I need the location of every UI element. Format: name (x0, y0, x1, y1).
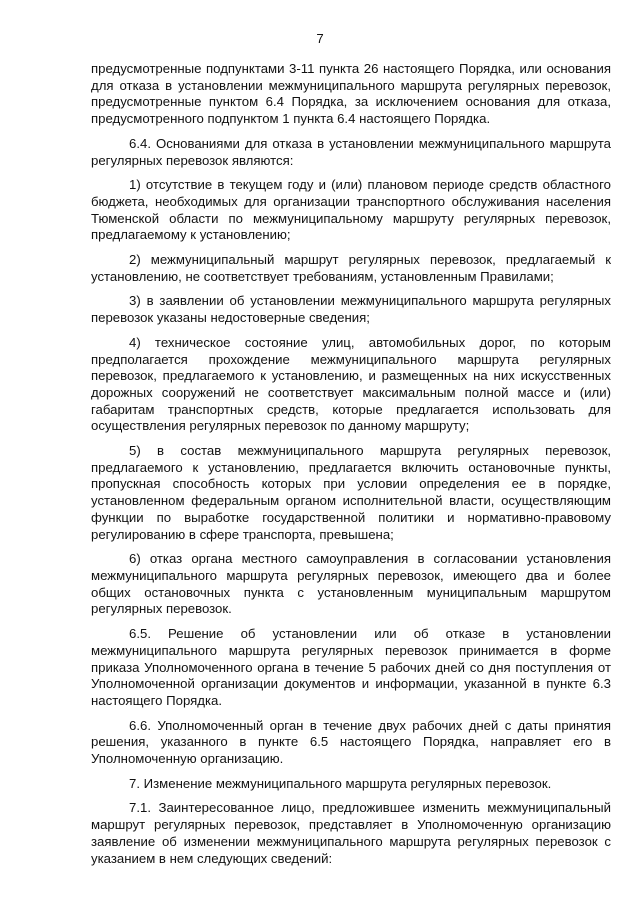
paragraph-7-1: 7.1. Заинтересованное лицо, предложившее изменить межмуниципальный маршрут регулярных перевозок, представляет в Уполномоченную организацию заявление об изменении межмуниципального маршрута регулярных перевозок с указанием в нем следующих сведений: (91, 800, 611, 866)
paragraph-6-6: 6.6. Уполномоченный орган в течение двух рабочих дней с даты принятия решения, указанного в пункте 6.5 настоящего Порядка, направляет его в Уполномоченную организацию. (91, 717, 611, 767)
section-7-heading: 7. Изменение межмуниципального маршрута регулярных перевозок. (129, 775, 552, 791)
paragraph-6-4-item-2: 2) межмуниципальный маршрут регулярных перевозок, предлагаемый к установлению, не соответствует требованиям, установленным Правилами; (91, 252, 611, 284)
paragraph-6-4-item-4: 4) техническое состояние улиц, автомобильных дорог, по которым предполагается прохождение межмуниципального маршрута регулярных перевозок, предлагаемого к установлению, и размещенных на них искусственных дорожных сооружений не соответствует максимальным полной массе и (или) габаритам транспортных средств, которые предлагается использовать для осуществления регулярных перевозок по данному маршруту; (91, 334, 611, 434)
document-body (91, 61, 611, 875)
paragraph-6-4-item-5: 5) в состав межмуниципального маршрута регулярных перевозок, предлагаемого к установлению, предлагается включить остановочные пункты, пропускная способность которых при условии определения ее в порядке, установленном федеральным органом исполнительной власти, осуществляющим функции по выработке государственной политики и нормативно-правовому регулированию в сфере транспорта, превышена; (91, 443, 611, 542)
paragraph-continuation: предусмотренные подпунктами 3-11 пункта 26 настоящего Порядка, или основания для отказа в установлении межмуниципального маршрута регулярных перевозок, предусмотренные пунктом 6.4 Порядка, за исключением основания для отказа, предусмотренного подпунктом 1 пункта 6.4 настоящего Порядка. (91, 61, 611, 127)
paragraph-6-4-item-1: 1) отсутствие в текущем году и (или) плановом периоде средств областного бюджета, необходимых для организации транспортного обслуживания населения Тюменской области по межмуниципальному маршруту регулярных перевозок, предлагаемому к установлению; (91, 177, 611, 243)
paragraph-6-4-item-3: 3) в заявлении об установлении межмуниципального маршрута регулярных перевозок указаны недостоверные сведения; (91, 293, 611, 326)
paragraph-6-4-item-6: 6) отказ органа местного самоуправления в согласовании установления межмуниципального маршрута регулярных перевозок, имеющего два и более общих остановочных пункта с установленным муниципальным маршрутом регулярных перевозок. (91, 551, 611, 617)
paragraph-6-4: 6.4. Основаниями для отказа в установлении межмуниципального маршрута регулярных перевозок являются: (91, 135, 611, 168)
paragraph-6-5: 6.5. Решение об установлении или об отказе в установлении межмуниципального маршрута регулярных перевозок принимается в форме приказа Уполномоченного органа в течение 5 рабочих дней со дня поступления от Уполномоченной организации документов и информации, указанной в пункте 6.3 настоящего Порядка. (91, 626, 611, 708)
page-number: 7 (316, 31, 324, 46)
